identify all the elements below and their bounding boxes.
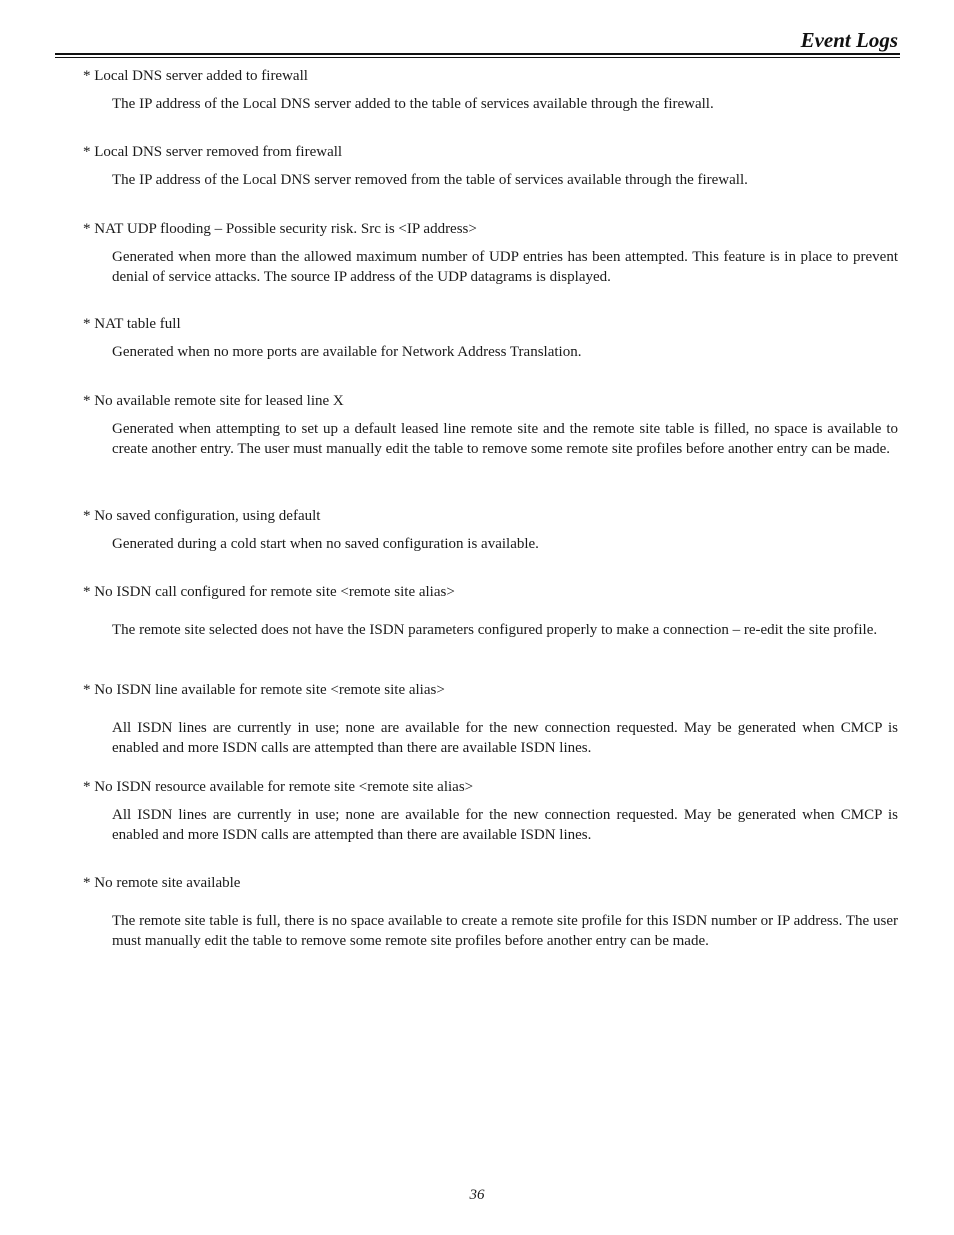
- event-entry-nat-udp-flooding: [83, 219, 899, 287]
- event-description: The IP address of the Local DNS server added to the table of services available through the firewall.: [112, 96, 714, 112]
- event-entry-no-remote-site: [83, 873, 899, 951]
- page-number: 36: [469, 1187, 485, 1203]
- event-entry-no-remote-site-leased-line: [83, 391, 899, 459]
- event-description: All ISDN lines are currently in use; none are available for the new connection requested. May be generated when CMCP is enabled and more ISDN calls are attempted than there are available ISDN lines.: [112, 720, 898, 756]
- event-title: * Local DNS server removed from firewall: [83, 144, 343, 160]
- event-entry-local-dns-removed: [83, 142, 899, 191]
- header-rule-thick: [55, 53, 900, 55]
- event-title: * No ISDN resource available for remote site <remote site alias>: [83, 779, 474, 795]
- event-description: Generated when attempting to set up a default leased line remote site and the remote site table is filled, no space is available to create another entry. The user must manually edit the table to remove some remote site profiles before another entry can be made.: [112, 421, 898, 457]
- event-entry-no-isdn-resource: [83, 777, 899, 845]
- event-title: * NAT UDP flooding – Possible security risk. Src is <IP address>: [83, 221, 477, 237]
- event-entry-nat-table-full: [83, 314, 899, 363]
- event-description: Generated when more than the allowed maximum number of UDP entries has been attempted. This feature is in place to prevent denial of service attacks. The source IP address of the UDP datagrams is displayed.: [112, 249, 898, 285]
- event-entry-no-saved-configuration: [83, 506, 899, 555]
- event-description: All ISDN lines are currently in use; none are available for the new connection requested. May be generated when CMCP is enabled and more ISDN calls are attempted than there are available ISDN lines.: [112, 807, 898, 843]
- page-header: [55, 26, 900, 56]
- event-description: The remote site table is full, there is no space available to create a remote site profile for this ISDN number or IP address. The user must manually edit the table to remove some remote site profiles before another entry can be made.: [112, 913, 898, 949]
- event-title: * No available remote site for leased line X: [83, 393, 344, 409]
- event-description: Generated during a cold start when no saved configuration is available.: [112, 536, 539, 552]
- event-entry-local-dns-added: [83, 66, 899, 115]
- event-description: Generated when no more ports are available for Network Address Translation.: [112, 344, 582, 360]
- event-entry-no-isdn-call: [83, 582, 899, 641]
- event-description: The IP address of the Local DNS server removed from the table of services available through the firewall.: [112, 172, 748, 188]
- event-title: * NAT table full: [83, 316, 181, 332]
- header-rule-thin: [55, 57, 900, 58]
- event-title: * No remote site available: [83, 875, 241, 891]
- event-title: * No ISDN line available for remote site <remote site alias>: [83, 682, 445, 698]
- event-title: * No ISDN call configured for remote site <remote site alias>: [83, 584, 455, 600]
- event-description: The remote site selected does not have the ISDN parameters configured properly to make a connection – re-edit the site profile.: [112, 622, 878, 638]
- page-title: Event Logs: [800, 28, 898, 52]
- event-title: * No saved configuration, using default: [83, 508, 321, 524]
- event-title: * Local DNS server added to firewall: [83, 68, 308, 84]
- event-entry-no-isdn-line: [83, 680, 899, 758]
